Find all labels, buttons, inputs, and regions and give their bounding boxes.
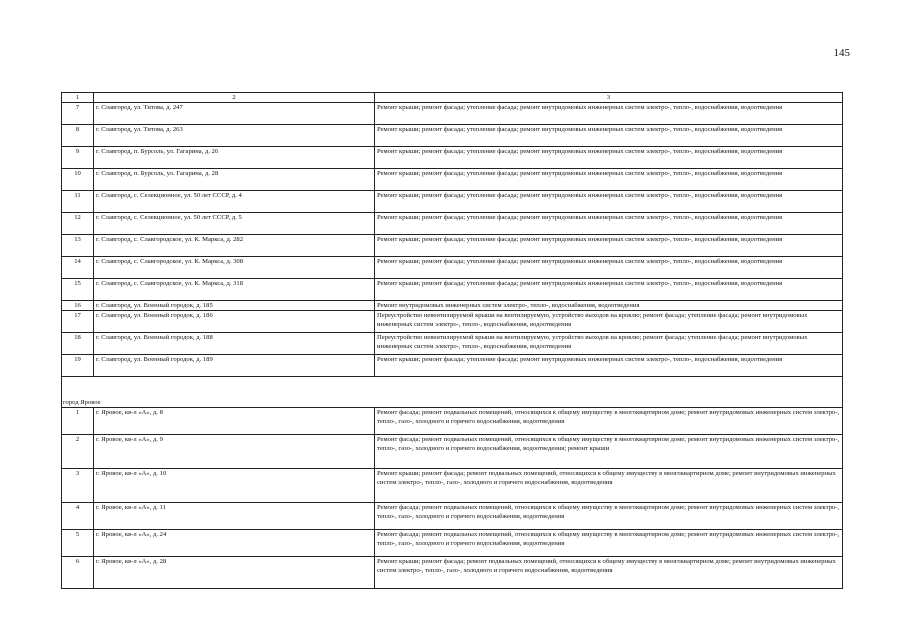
- row-works: Ремонт внутридомовых инженерных систем электро-, тепло-, водоснабжения, водоотведения: [375, 301, 843, 311]
- row-number: 10: [62, 169, 94, 191]
- row-address: г. Славгород, с. Славгородское, ул. К. Маркса, д. 318: [94, 279, 375, 301]
- row-address: г. Славгород, ул. Военный городок, д. 189: [94, 355, 375, 377]
- row-number: 11: [62, 191, 94, 213]
- row-works: Переустройство невентилируемой крыши на вентилируемую, устройство выходов на кровлю; ремонт фасада; утепление фасада; ремонт внутридомовых инженерных систем электро-, тепло-, водоснабжения, водоотведения: [375, 333, 843, 355]
- row-number: 15: [62, 279, 94, 301]
- table-row: [62, 169, 843, 191]
- row-address: г. Яровое, кв-л «А», д. 8: [94, 408, 375, 435]
- row-number: 5: [62, 530, 94, 557]
- spacer-row: [62, 377, 843, 399]
- row-works: Ремонт крыши; ремонт фасада; утепление фасада; ремонт внутридомовых инженерных систем электро-, тепло-, водоснабжения, водоотведения: [375, 235, 843, 257]
- table-row: [62, 191, 843, 213]
- table-row: [62, 435, 843, 469]
- row-address: г. Славгород, ул. Военный городок, д. 188: [94, 333, 375, 355]
- row-address: г. Славгород, с. Славгородское, ул. К. Маркса, д. 282: [94, 235, 375, 257]
- column-header-works: 3: [375, 93, 843, 103]
- row-works: Ремонт крыши; ремонт фасада; утепление фасада; ремонт внутридомовых инженерных систем электро-, тепло-, водоснабжения, водоотведения: [375, 147, 843, 169]
- table-row: [62, 213, 843, 235]
- table-row: [62, 333, 843, 355]
- row-works: Переустройство невентилируемой крыши на вентилируемую, устройство выходов на кровлю; ремонт фасада; утепление фасада; ремонт внутридомовых инженерных систем электро-, тепло-, водоснабжения, водоотведения: [375, 311, 843, 333]
- housing-repair-table: [61, 92, 843, 589]
- row-works: Ремонт крыши; ремонт фасада; утепление фасада; ремонт внутридомовых инженерных систем электро-, тепло-, водоснабжения, водоотведения: [375, 257, 843, 279]
- row-number: 19: [62, 355, 94, 377]
- row-number: 3: [62, 469, 94, 503]
- row-number: 2: [62, 435, 94, 469]
- column-header-num: 1: [62, 93, 94, 103]
- row-address: г. Славгород, ул. Титова, д. 263: [94, 125, 375, 147]
- row-address: г. Славгород, ул. Военный городок, д. 186: [94, 311, 375, 333]
- section-title: город Яровое: [62, 398, 843, 408]
- row-works: Ремонт крыши; ремонт фасада; ремонт подвальных помещений, относящихся к общему имуществу в многоквартирном доме; ремонт внутридомовых инженерных систем электро-, тепло-, газо-, холодного и горячего водоснабжения, водоотведения: [375, 557, 843, 589]
- row-address: г. Яровое, кв-л «А», д. 11: [94, 503, 375, 530]
- row-address: г. Славгород, п. Бурсоль, ул. Гагарина, д. 26: [94, 147, 375, 169]
- table-row: [62, 235, 843, 257]
- row-address: г. Яровое, кв-л «А», д. 10: [94, 469, 375, 503]
- table-row: [62, 503, 843, 530]
- table-row: [62, 103, 843, 125]
- table-row: [62, 530, 843, 557]
- row-number: 4: [62, 503, 94, 530]
- row-works: Ремонт фасада; ремонт подвальных помещений, относящихся к общему имуществу в многоквартирном доме; ремонт внутридомовых инженерных систем электро-, тепло-, газо-, холодного и горячего водоснабжения, водоотведения: [375, 408, 843, 435]
- row-works: Ремонт крыши; ремонт фасада; ремонт подвальных помещений, относящихся к общему имуществу в многоквартирном доме; ремонт внутридомовых инженерных систем электро-, тепло-, газо-, холодного и горячего водоснабжения, водоотведения: [375, 469, 843, 503]
- table-header-row: [62, 93, 843, 103]
- row-works: Ремонт крыши; ремонт фасада; утепление фасада; ремонт внутридомовых инженерных систем электро-, тепло-, водоснабжения, водоотведения: [375, 279, 843, 301]
- table-row: [62, 279, 843, 301]
- row-number: 12: [62, 213, 94, 235]
- row-number: 1: [62, 408, 94, 435]
- row-works: Ремонт фасада; ремонт подвальных помещений, относящихся к общему имуществу в многоквартирном доме; ремонт внутридомовых инженерных систем электро-, тепло-, газо-, холодного и горячего водоснабжения, водоотведения: [375, 503, 843, 530]
- row-address: г. Славгород, п. Бурсоль, ул. Гагарина, д. 28: [94, 169, 375, 191]
- column-header-address: 2: [94, 93, 375, 103]
- row-address: г. Яровое, кв-л «А», д. 9: [94, 435, 375, 469]
- row-address: г. Яровое, кв-л «А», д. 24: [94, 530, 375, 557]
- row-number: 8: [62, 125, 94, 147]
- row-works: Ремонт крыши; ремонт фасада; утепление фасада; ремонт внутридомовых инженерных систем электро-, тепло-, водоснабжения, водоотведения: [375, 169, 843, 191]
- row-address: г. Яровое, кв-л «А», д. 28: [94, 557, 375, 589]
- row-works: Ремонт крыши; ремонт фасада; утепление фасада; ремонт внутридомовых инженерных систем электро-, тепло-, водоснабжения, водоотведения: [375, 191, 843, 213]
- table-row: [62, 408, 843, 435]
- table-row: [62, 311, 843, 333]
- table-row: [62, 355, 843, 377]
- page-number: 145: [833, 47, 850, 59]
- table-row: [62, 147, 843, 169]
- row-number: 14: [62, 257, 94, 279]
- row-works: Ремонт крыши; ремонт фасада; утепление фасада; ремонт внутридомовых инженерных систем электро-, тепло-, водоснабжения, водоотведения: [375, 355, 843, 377]
- spacer-cell: [62, 377, 843, 399]
- table-row: [62, 301, 843, 311]
- row-address: г. Славгород, с. Селекционное, ул. 50 лет СССР, д. 5: [94, 213, 375, 235]
- row-address: г. Славгород, ул. Титова, д. 247: [94, 103, 375, 125]
- table-row: [62, 257, 843, 279]
- row-number: 18: [62, 333, 94, 355]
- row-works: Ремонт крыши; ремонт фасада; утепление фасада; ремонт внутридомовых инженерных систем электро-, тепло-, водоснабжения, водоотведения: [375, 103, 843, 125]
- row-works: Ремонт фасада; ремонт подвальных помещений, относящихся к общему имуществу в многоквартирном доме; ремонт внутридомовых инженерных систем электро-, тепло-, газо-, холодного и горячего водоснабжения, водоотведения; ремонт крыши: [375, 435, 843, 469]
- row-works: Ремонт крыши; ремонт фасада; утепление фасада; ремонт внутридомовых инженерных систем электро-, тепло-, водоснабжения, водоотведения: [375, 125, 843, 147]
- row-number: 17: [62, 311, 94, 333]
- row-number: 7: [62, 103, 94, 125]
- row-address: г. Славгород, ул. Военный городок, д. 185: [94, 301, 375, 311]
- table-row: [62, 469, 843, 503]
- section-row: [62, 398, 843, 408]
- row-address: г. Славгород, с. Селекционное, ул. 50 лет СССР, д. 4: [94, 191, 375, 213]
- row-works: Ремонт крыши; ремонт фасада; утепление фасада; ремонт внутридомовых инженерных систем электро-, тепло-, водоснабжения, водоотведения: [375, 213, 843, 235]
- row-works: Ремонт фасада; ремонт подвальных помещений, относящихся к общему имуществу в многоквартирном доме; ремонт внутридомовых инженерных систем электро-, тепло-, газо-, холодного и горячего водоснабжения, водоотведения: [375, 530, 843, 557]
- row-number: 9: [62, 147, 94, 169]
- table-row: [62, 557, 843, 589]
- row-number: 6: [62, 557, 94, 589]
- row-number: 16: [62, 301, 94, 311]
- table-row: [62, 125, 843, 147]
- row-number: 13: [62, 235, 94, 257]
- row-address: г. Славгород, с. Славгородское, ул. К. Маркса, д. 308: [94, 257, 375, 279]
